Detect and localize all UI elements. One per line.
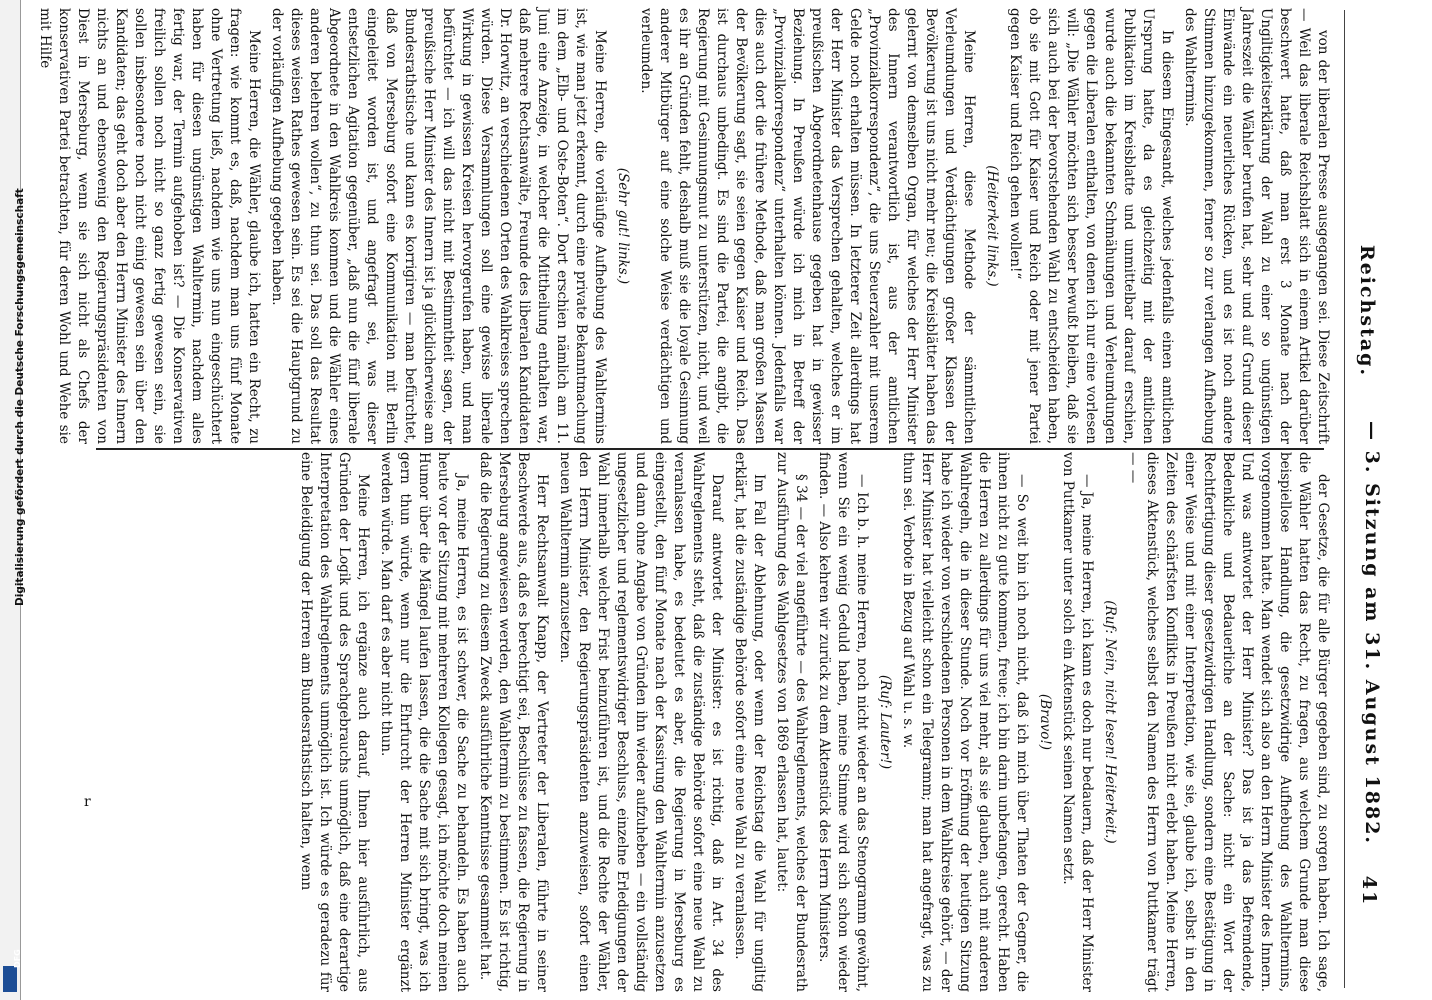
upper-text-block <box>37 8 1332 444</box>
text-paragraph: von der liberalen Presse ausgegangen sei. Diese Zeitschrift — Weil das liberale Reichsblatt sich in einem Artikel darüber beschwert hatte, daß man erst 3 Monate nach der Ungiltigkeitserklärung der Wahl zu einer so ungünstigen Jahreszeit die Wähler berufen hat, sehr und auf Grund dieser Einwände ein neuerliches Rücken, und es ist noch andere Stimmen hinzugekommen, ferner so zur verlangen Aufhebung des Wahltermins. <box>1182 8 1331 444</box>
text-paragraph: § 34 — der viel angeführte — des Wahlreglements, welches der Bundesrath zur Ausführung des Wahlgesetzes von 1869 erlassen hat, lautet: <box>774 452 809 992</box>
section-divider <box>96 448 1324 450</box>
text-paragraph: Meine Herren, die Wähler, glaube ich, hatten ein Recht, zu fragen: wie kommt es, daß, nachdem man uns fünf Monate ohne Vertretung ließ, nachdem wie uns nun eingeschüchtert haben für diesen ungünstigen Wahltermin, nachdem alles fertig war, der Termin aufgehoben ist? — Die Konservativen freilich sollen noch nicht so ganz fertig gewesen sein, sie sollen insbesondere noch nicht einig gewesen sein über den Kandidaten; das geht doch aber den Herrn Minister des Innern nichts an und ebensowenig den Regierungspräsidenten von Diest in Merseburg, wenn sie sich nicht als Chefs der konservativen Partei betrachten, für deren Wohl und Wehe sie mit Hilfe <box>37 8 262 444</box>
page-mark: r <box>84 794 91 810</box>
digitization-credit-strip <box>0 0 26 1000</box>
text-paragraph: (Sehr gut! links.) <box>615 167 631 285</box>
text-paragraph: (Heiterkeit links.) <box>984 165 1000 287</box>
header-session: — 3. Sitzung am 31. August 1882. <box>1361 421 1383 846</box>
text-paragraph: Meine Herren, diese Methode der sämmtlichen Verleumdungen und Verdächtigungen großer Klassen der Bevölkerung ist uns nicht mehr neu; die Kreisblätter haben das gelernt von demselben Organ, für welches der Herr Minister des Innern verantwortlich ist, aus der amtlichen „Provinzialkorrespondenz“, die uns Steuerzahler mit unserem Gelde noch erhalten müssen. In letzterer Zeit allerdings hat der Herr Minister das Versprechen gehalten, welches er im preußischen Abgeordnetenhause gegeben hat in gewisser Beziehung. In Preußen würde ich mich in Betreff der „Provinzialkorrespondenz“ unterhalten können. Jedenfalls war dies auch dort die frühere Methode, daß man großen Massen der Bevölkerung sagt, sie seien gegen Kaiser und Reich. Das ist durchaus unbedingt. Es sind die Partei, die angibt, die Regierung mit Gesinnungsmut zu unterstützen, nicht, und weil es ihr an Gründen fehlt, deshalb muß sie die loyale Gesinnung anderer Mitbürger auf eine solche Weise verdächtigen und verleumden. <box>638 8 977 444</box>
header-title: Reichstag. <box>1356 244 1378 378</box>
text-paragraph: — So weit bin ich noch nicht, daß ich mich über Thaten der Gegner, die ihnen nicht zu gute kommen, freue; ich bin darin unbefangen, gerecht. Haben die Herren zu allerdings für uns viel mehr, als sie glauben, auch mit anderen Wahlregeln, die in dieser Stunde. Noch vor Eröffnung der heutigen Sitzung habe ich wieder von verschiedenen Personen in dem Wahlkreise gehört, — der Herr Minister hat vielleicht schon ein Telegramm; man hat angefragt, was zu thun sei. Verbote in Bezug auf Wahl u. s. w. <box>900 452 1030 992</box>
text-paragraph: Im Fall der Ablehnung, oder wenn der Reichstag die Wahl für ungiltig erklärt, hat die zuständige Behörde sofort eine neue Wahl zu veranlassen. <box>732 452 767 992</box>
lower-text-block <box>92 452 1332 992</box>
text-paragraph: Meine Herren, die vorläufige Aufhebung des Wahltermins ist, wie man jetzt erkennt, durch eine private Bekanntmachung im dem „Elb- und Oste-Boten“. Dort erschien nämlich am 11. Juni eine Anzeige, in welcher die Mittheilung enthalten war, daß mehrere Rechtsanwälte, Freunde des liberalen Kandidaten Dr. Horwitz, an verschiedenen Orten des Wahlkreises sprechen würden. Diese Versammlungen soll eine gewisse liberale Wirkung in gewissen Kreisen hervorgerufen haben, und man befürchtet — ich will das nicht mit Bestimmtheit sagen, der preußische Herr Minister des Innern ist ja glücklicherweise am Bundesrathstische und kann es korrigiren — man befürchtet, daß von Merseburg sofort eine Kommunikation mit Berlin eingeleitet worden ist, und angefragt sei, was dieser entsetzlichen Agitation gegenüber, „daß nun die fünf liberale Abgeordnete in den Wahlkreis kommen und die Wähler eines anderen belehren wollen“, zu thun sei. Das soll das Resultat dieses weisen Rathes gewesen sein. Es sei die Hauptgrund zu der vorläufigen Aufhebung gegeben haben. <box>269 8 608 444</box>
text-paragraph: Herr Rechtsanwalt Knapp, der Vertreter der Liberalen, führte in seiner Beschwerde aus, daß es berechtigt sei, Beschlüsse zu fassen, die Regierung in Merseburg angewiesen werden, den Wahltermin zu bestimmen. Es ist richtig, daß die Regierung zu diesem Zweck ausführliche Kenntnisse gesammelt hat. <box>477 452 550 992</box>
text-paragraph: (Ruf: Nein, nicht lesen! Heiterkeit.) <box>1102 600 1118 844</box>
text-paragraph: — Ja, meine Herren, ich kann es doch nur bedauern, daß der Herr Minister von Puttkamer unter solch ein Aktenstück seinen Namen setzt. <box>1060 452 1095 992</box>
text-paragraph: (Bravo!) <box>1037 693 1053 751</box>
text-paragraph: Ja, meine Herren, es ist schwer, die Sache zu behandeln. Es haben auch heute vor der Sitzung mit mehreren Kollegen gesagt, ich möchte doch meinen Humor über die Mängel laufen lassen, die die Sache mit sich bringt, was ich gern thun würde, wenn nur die Ehrfurcht der Herren Minister ergänzt werden würde. Man darf es aber nicht thun. <box>378 452 470 992</box>
dfg-logo-icon: DFG <box>3 966 17 992</box>
text-paragraph: der Gesetze, die für alle Bürger gegeben sind, zu sorgen haben. Ich sage, die Wähler hatten das Recht, zu fragen, aus welchem Grunde man diese beispiellose Handlung, die gesetzwidrige Aufhebung des Wahltermins, vorgenommen hatte. Man wendet sich also an den Herrn Minister des Innern. Und was antwortet der Herr Minister? Das ist ja das Befremdende, Bedenkliche und Bedauerliche an der Sache: nicht ein Wort der Rechtfertigung dieser gesetzwidrigen Handlung, sondern eine Bestätigung in einer Weise und mit einer Interpretation, wie sie, glaube ich, selbst in den Zeiten des schärfsten Konflikts in Preußen nicht erlebt haben. Meine Herren, dieses Aktenstück, welches selbst den Namen des Herrn von Puttkamer trägt — — <box>1125 452 1331 992</box>
text-paragraph: In diesem Eingesandt, welches jedenfalls einen amtlichen Ursprung hatte, da es gleichzeitig mit der amtlichen Publikation im Kreisblatte und unmittelbar darauf erschien, wurde auch die bekannten Schmähungen und Verleumdungen gegen die Liberalen enthalten, von denen ich nur eine vorlesen will: „Die Wähler möchten sich besser bewußt bleiben, daß sie sich auch bei der bevorstehenden Wahl zu entscheiden haben, ob sie mit Gott für Kaiser und Reich oder mit jener Partei gegen Kaiser und Reich gehen wollen!“ <box>1007 8 1175 444</box>
page-number: 41 <box>1358 875 1381 907</box>
text-paragraph: Meine Herren, ich ergänze auch darauf, Ihnen hier ausführlich, aus Gründen der Logik und des Sprachgebrauchs unmöglich, daß eine derartige Interpretation des Wahlreglements unmöglich ist. Ich würde es geradezu für eine Beleidigung der Herren am Bundesrathstisch halten, wenn <box>298 452 371 992</box>
running-header <box>1332 0 1402 1000</box>
digitization-credit: Digitalisierung gefördert durch die Deutsche Forschungsgemeinschaft <box>14 188 26 606</box>
text-paragraph: — Ich b. h. meine Herren, noch nicht wieder an das Stenogramm gewöhnt, wenn Sie ein wenig Geduld haben, meine Stimme wird sich schon wieder finden. — Also kehren wir zurück zu dem Aktenstück des Herrn Ministers. <box>816 452 870 992</box>
text-paragraph: (Ruf: Lauter!) <box>877 674 893 770</box>
text-paragraph: Darauf antwortet der Minister: es ist richtig, daß in Art. 34 des Wahlreglements steht, daß die zuständige Behörde sofort eine neue Wahl zu veranlassen habe, es bedeutet es aber, die Regierung in Merseburg es eingestellt, den fünf Monate nach der Kassirung den Wahltermin anzusetzen und dann ohne Angabe von Gründen ihn wieder aufzuheben — ein vollständig ungesetzlicher und reglementswidriger Beschluss, einzelne Erledigungen der Wahl innerhalb welcher Frist beinzuführen ist, und die Rechte der Wähler, den Herrn Minister, den Regierungspräsidenten anzuweisen, sofort einen neuen Wahltermin anzusetzen. <box>557 452 725 992</box>
